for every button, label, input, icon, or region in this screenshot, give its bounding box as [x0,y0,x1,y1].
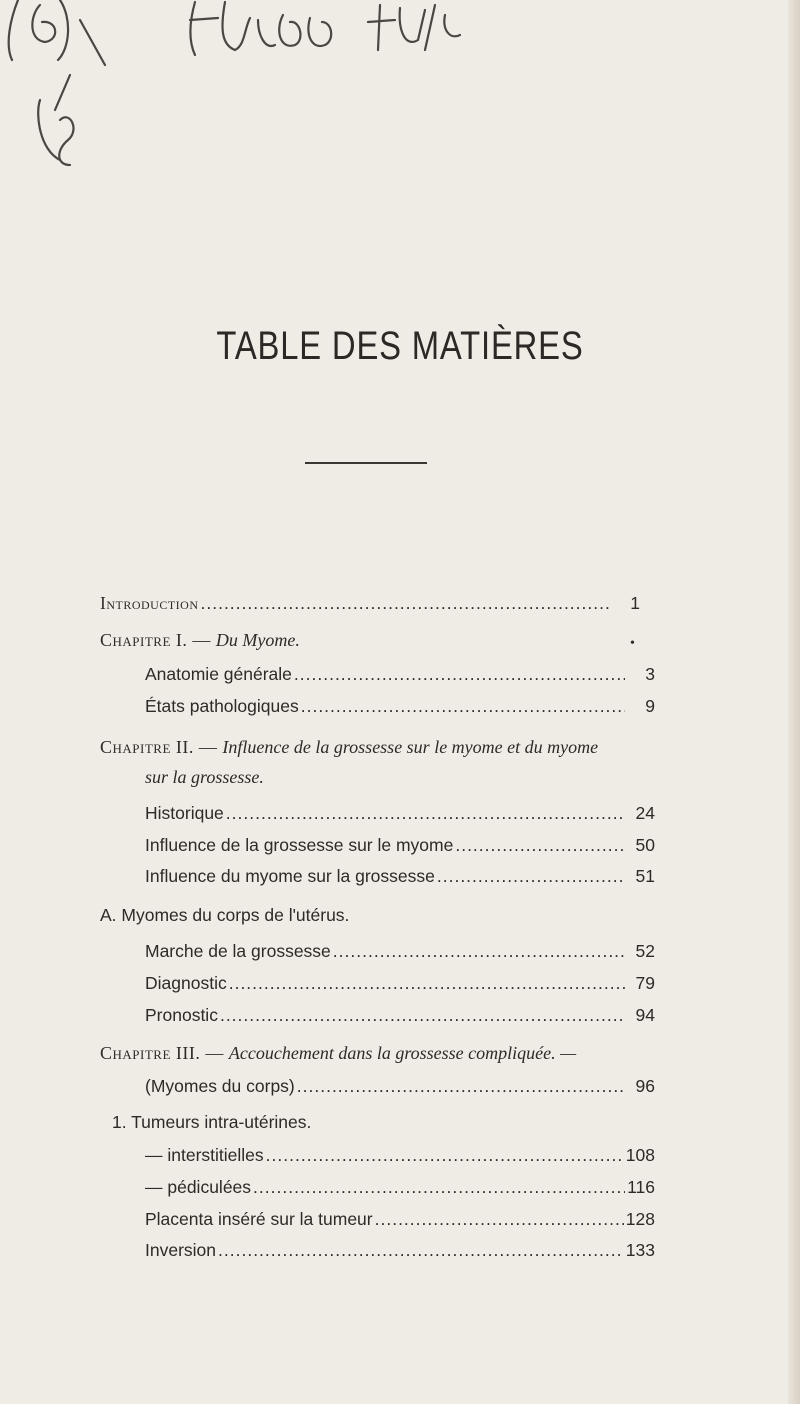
chapter-label: Chapitre II. — [100,737,223,757]
toc-entry [145,941,655,962]
dot-leader [455,835,625,856]
toc-entry-label: Placenta inséré sur la tumeur [145,1209,373,1229]
chapter-label: Chapitre III. — [100,1043,229,1063]
toc-entry-label: Diagnostic [145,973,227,993]
paper-edge [788,0,800,1404]
dot-leader [218,1240,624,1261]
toc-entry-label: Inversion [145,1240,217,1260]
toc-entry-label: Introduction [100,593,199,613]
toc-entry-label: — pédiculées [145,1177,252,1197]
toc-entry-label: Marche de la grossesse [145,941,331,961]
dot-leader [266,1145,624,1166]
chapter-title: Accouchement dans la grossesse compliquée. — [228,1043,577,1063]
dot-leader [297,1076,625,1097]
toc-entry [145,866,655,887]
toc-entry-label: Influence de la grossesse sur le myome [145,835,454,855]
toc-entry-page: 96 [635,1076,655,1096]
dot-leader [437,866,625,887]
toc-entry-page: 133 [625,1240,655,1260]
page-title: TABLE DES MATIÈRES [216,324,584,368]
chapter-heading-continued [145,767,264,788]
section-label: A. Myomes du corps de l'utérus. [100,905,350,925]
toc-entry [145,803,655,824]
chapter-label: Chapitre I. — [100,630,216,650]
section-heading [100,905,349,926]
dot-leader [294,664,625,685]
section-label: 1. Tumeurs intra-utérines. [112,1112,312,1132]
toc-entry-label: États pathologiques [145,696,299,716]
toc-entry-page: 1 [630,593,640,613]
toc-entry-page: 24 [635,803,655,823]
dot-leader [375,1209,624,1230]
dot-leader [226,803,625,824]
chapter-heading [100,630,300,651]
toc-entry-page: 50 [635,835,655,855]
toc-entry [145,1209,655,1230]
toc-entry-label: — interstitielles [145,1145,264,1165]
dot-leader [220,1005,625,1026]
title-divider [305,462,427,464]
toc-entry [145,696,655,717]
toc-entry-page: 116 [627,1177,655,1197]
toc-entry-label: Pronostic [145,1005,218,1025]
chapter-title: Du Myome. [215,630,300,650]
handwritten-annotation [0,0,700,170]
toc-entry [145,973,655,994]
toc-entry-label: Historique [145,803,224,823]
bullet-mark: • [630,636,635,651]
chapter-title: Influence de la grossesse sur le myome et du myome [222,737,599,757]
dot-leader [253,1177,625,1198]
toc-entry-label: Anatomie générale [145,664,292,684]
toc-entry-page: 51 [635,866,655,886]
toc-entry [145,1076,655,1097]
toc-entry-label: Influence du myome sur la grossesse [145,866,435,886]
toc-entry-page: 79 [635,973,655,993]
toc-entry [145,664,655,685]
dot-leader [333,941,625,962]
toc-entry [100,593,640,614]
toc-entry [145,1240,655,1261]
section-heading [112,1112,311,1133]
toc-entry-page: 52 [635,941,655,961]
toc-entry-page: 3 [645,664,655,684]
toc-entry-page: 108 [625,1145,655,1165]
toc-entry-label: (Myomes du corps) [145,1076,295,1096]
chapter-heading [100,737,598,758]
chapter-heading [100,1043,576,1064]
toc-entry [145,835,655,856]
toc-entry-page: 9 [645,696,655,716]
chapter-title-cont: sur la grossesse. [145,767,264,787]
dot-leader [229,973,625,994]
toc-entry [145,1177,655,1198]
toc-entry [145,1145,655,1166]
toc-entry-page: 128 [625,1209,655,1229]
dot-leader [201,593,611,614]
toc-entry-page: 94 [635,1005,655,1025]
dot-leader [301,696,625,717]
toc-entry [145,1005,655,1026]
